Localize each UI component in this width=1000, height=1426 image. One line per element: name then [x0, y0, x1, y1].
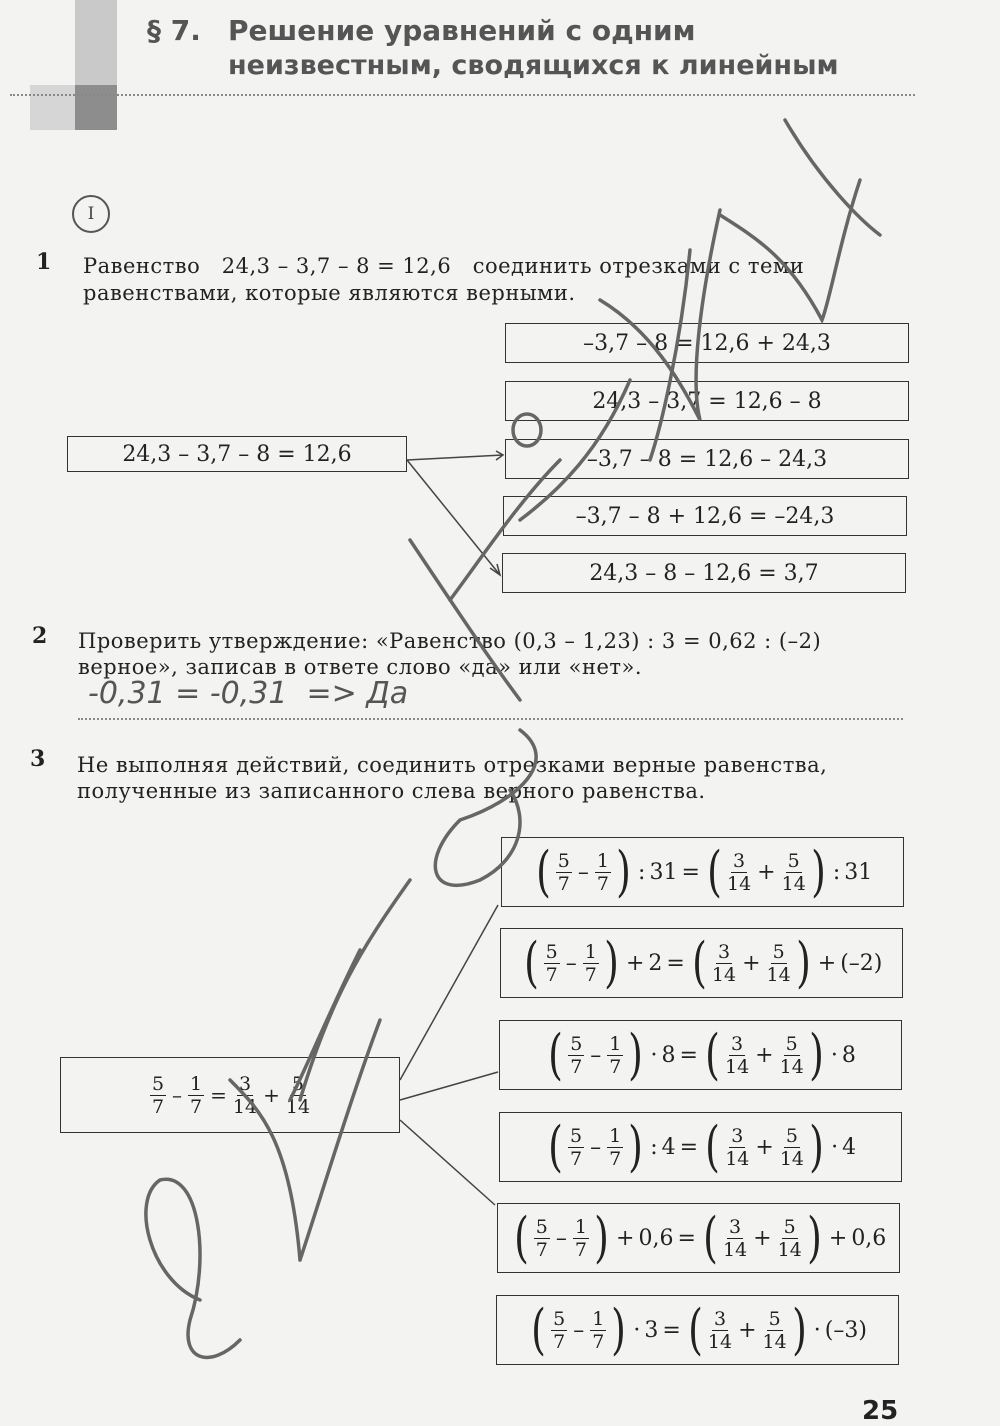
left-paren: ( [513, 1206, 529, 1269]
task1-text-line2: равенствами, которые являются верными. [83, 281, 576, 305]
connector-line [400, 905, 498, 1080]
equals-sign: = [666, 950, 685, 976]
fraction: $\frac{5}{7}$ [151, 1072, 165, 1118]
right-paren: ) [795, 931, 811, 994]
task3-number: 3 [30, 746, 46, 772]
fraction: $\frac{5}{14}$ [777, 1215, 802, 1261]
operator: + [616, 1225, 635, 1251]
equals-sign: = [677, 1225, 696, 1251]
operator: – [565, 950, 577, 976]
operand: 0,6 [638, 1225, 674, 1251]
operator: – [555, 1225, 567, 1251]
fraction: $\frac{5}{14}$ [781, 849, 806, 895]
section-title-line2: неизвестным, сводящихся к линейным [228, 50, 839, 81]
header-decor-square [75, 85, 117, 130]
operator: · [633, 1317, 641, 1343]
fraction: $\frac{1}{7}$ [584, 940, 597, 986]
operand: 31 [649, 859, 678, 885]
operand: (–3) [824, 1317, 867, 1343]
task1-text-line1: Равенство 24,3 – 3,7 – 8 = 12,6 соединить отрезками с теми [83, 254, 805, 278]
operator: · [830, 1042, 838, 1068]
fraction: $\frac{3}{14}$ [711, 940, 737, 986]
task2-number: 2 [32, 623, 48, 649]
header-decor-square [30, 85, 75, 130]
operator: + [755, 1042, 774, 1068]
operator: · [650, 1042, 658, 1068]
answer-line [78, 718, 903, 720]
fraction: $\frac{1}{7}$ [574, 1215, 587, 1261]
fraction: $\frac{5}{7}$ [535, 1215, 548, 1261]
fraction: $\frac{1}{7}$ [592, 1307, 605, 1353]
operator: + [828, 1225, 848, 1251]
task3-option-box[interactable] [499, 1020, 902, 1090]
left-paren: ( [707, 840, 722, 903]
operator: + [625, 950, 645, 976]
right-paren: ) [628, 1115, 644, 1178]
page-number: 25 [862, 1396, 899, 1426]
task3-option-box[interactable] [501, 837, 904, 907]
fraction: $\frac{3}{14}$ [725, 1124, 750, 1170]
task2-handwritten-answer: -0,31 = -0,31 => Да [88, 676, 409, 711]
task3-text-line2: полученные из записанного слева верного равенства. [77, 779, 706, 803]
header-decor-square [75, 0, 117, 85]
operand: 0,6 [851, 1225, 887, 1251]
left-paren: ( [548, 1115, 563, 1178]
operator: – [590, 1042, 602, 1068]
fraction: $\frac{1}{7}$ [190, 1072, 203, 1118]
right-paren: ) [611, 1298, 627, 1361]
fraction: $\frac{3}{14}$ [724, 1032, 750, 1078]
equals-sign: = [679, 1134, 699, 1160]
equals-sign: = [210, 1083, 227, 1107]
operand: 4 [661, 1134, 676, 1160]
fraction: $\frac{5}{14}$ [285, 1072, 311, 1118]
connector-line [400, 1120, 495, 1205]
left-paren: ( [691, 931, 707, 994]
operator: – [573, 1317, 585, 1343]
right-paren: ) [628, 1023, 644, 1086]
section-title-line1: Решение уравнений с одним [228, 14, 696, 47]
fraction: $\frac{5}{7}$ [557, 849, 570, 895]
operand: 4 [842, 1134, 857, 1160]
fraction: $\frac{5}{14}$ [779, 1032, 804, 1078]
right-paren: ) [616, 840, 631, 903]
right-paren: ) [791, 1298, 807, 1361]
task2-text-line2: верное», записав в ответе слово «да» или «нет». [78, 655, 643, 679]
fraction: $\frac{1}{7}$ [609, 1032, 622, 1078]
operator: : [638, 859, 646, 885]
arrow-head [496, 451, 503, 460]
task3-text-line1: Не выполняя действий, соединить отрезками верные равенства, [77, 753, 828, 777]
fraction: $\frac{3}{14}$ [726, 849, 752, 895]
equals-sign: = [681, 859, 700, 885]
task1-option-box[interactable]: –3,7 – 8 = 12,6 – 24,3 [505, 439, 909, 479]
fraction: $\frac{5}{14}$ [779, 1124, 804, 1170]
operator: + [263, 1083, 280, 1107]
fraction: $\frac{5}{7}$ [553, 1307, 566, 1353]
operator: · [813, 1317, 821, 1343]
operator: + [753, 1225, 772, 1251]
right-paren: ) [604, 931, 619, 994]
connector-line [400, 1072, 498, 1100]
arrow-head [490, 564, 500, 575]
left-paren: ( [703, 1206, 718, 1269]
task1-number: 1 [36, 249, 52, 275]
operator: + [755, 1134, 774, 1160]
task1-option-box[interactable]: 24,3 – 8 – 12,6 = 3,7 [502, 553, 906, 593]
fraction: $\frac{1}{7}$ [609, 1124, 622, 1170]
task2-text-line1: Проверить утверждение: «Равенство (0,3 – 1,23) : 3 = 0,62 : (–2) [78, 629, 822, 653]
fraction: $\frac{3}{14}$ [722, 1215, 748, 1261]
operator: + [738, 1317, 757, 1343]
operator: + [742, 950, 761, 976]
right-paren: ) [806, 1206, 822, 1269]
task1-option-box[interactable]: –3,7 – 8 = 12,6 + 24,3 [505, 323, 909, 363]
operand: 2 [648, 950, 663, 976]
left-paren: ( [523, 931, 539, 994]
right-paren: ) [808, 1023, 824, 1086]
operand: 8 [661, 1042, 676, 1068]
task3-option-box[interactable] [500, 928, 903, 998]
connector-line [407, 455, 503, 460]
fraction: $\frac{3}{14}$ [232, 1072, 258, 1118]
task1-option-box[interactable]: 24,3 – 3,7 = 12,6 – 8 [505, 381, 909, 421]
operator: · [831, 1134, 839, 1160]
fraction: $\frac{1}{7}$ [596, 849, 609, 895]
operator: + [757, 859, 776, 885]
right-paren: ) [594, 1206, 609, 1269]
fraction: $\frac{5}{7}$ [570, 1032, 583, 1078]
left-paren: ( [535, 840, 551, 903]
fraction: $\frac{5}{14}$ [762, 1307, 787, 1353]
task3-source-box [60, 1057, 400, 1133]
operator: + [817, 950, 837, 976]
operand: 8 [841, 1042, 856, 1068]
fraction: $\frac{3}{14}$ [707, 1307, 733, 1353]
operator: : [832, 859, 841, 885]
operand: 31 [844, 859, 873, 885]
operand: 3 [644, 1317, 659, 1343]
operator: – [590, 1134, 602, 1160]
header-divider [10, 94, 915, 96]
task3-option-box[interactable] [497, 1203, 900, 1273]
level-marker: I [72, 195, 110, 233]
left-paren: ( [705, 1023, 720, 1086]
section-number: § 7. [147, 14, 201, 47]
equals-sign: = [679, 1042, 698, 1068]
fraction: $\frac{5}{14}$ [766, 940, 791, 986]
left-paren: ( [687, 1298, 703, 1361]
task1-source-box: 24,3 – 3,7 – 8 = 12,6 [67, 436, 407, 472]
fraction: $\frac{5}{7}$ [569, 1124, 583, 1170]
task1-option-box[interactable]: –3,7 – 8 + 12,6 = –24,3 [503, 496, 907, 536]
fraction: $\frac{5}{7}$ [545, 940, 558, 986]
task3-option-box[interactable] [499, 1112, 902, 1182]
task3-option-box[interactable] [496, 1295, 899, 1365]
left-paren: ( [531, 1298, 546, 1361]
left-paren: ( [548, 1023, 564, 1086]
operator: : [650, 1134, 658, 1160]
connector-line [407, 460, 500, 575]
right-paren: ) [809, 1115, 824, 1178]
left-paren: ( [705, 1115, 721, 1178]
operator: – [577, 859, 589, 885]
right-paren: ) [810, 840, 826, 903]
operand: (–2) [840, 950, 883, 976]
equals-sign: = [662, 1317, 681, 1343]
operator: – [172, 1083, 183, 1107]
